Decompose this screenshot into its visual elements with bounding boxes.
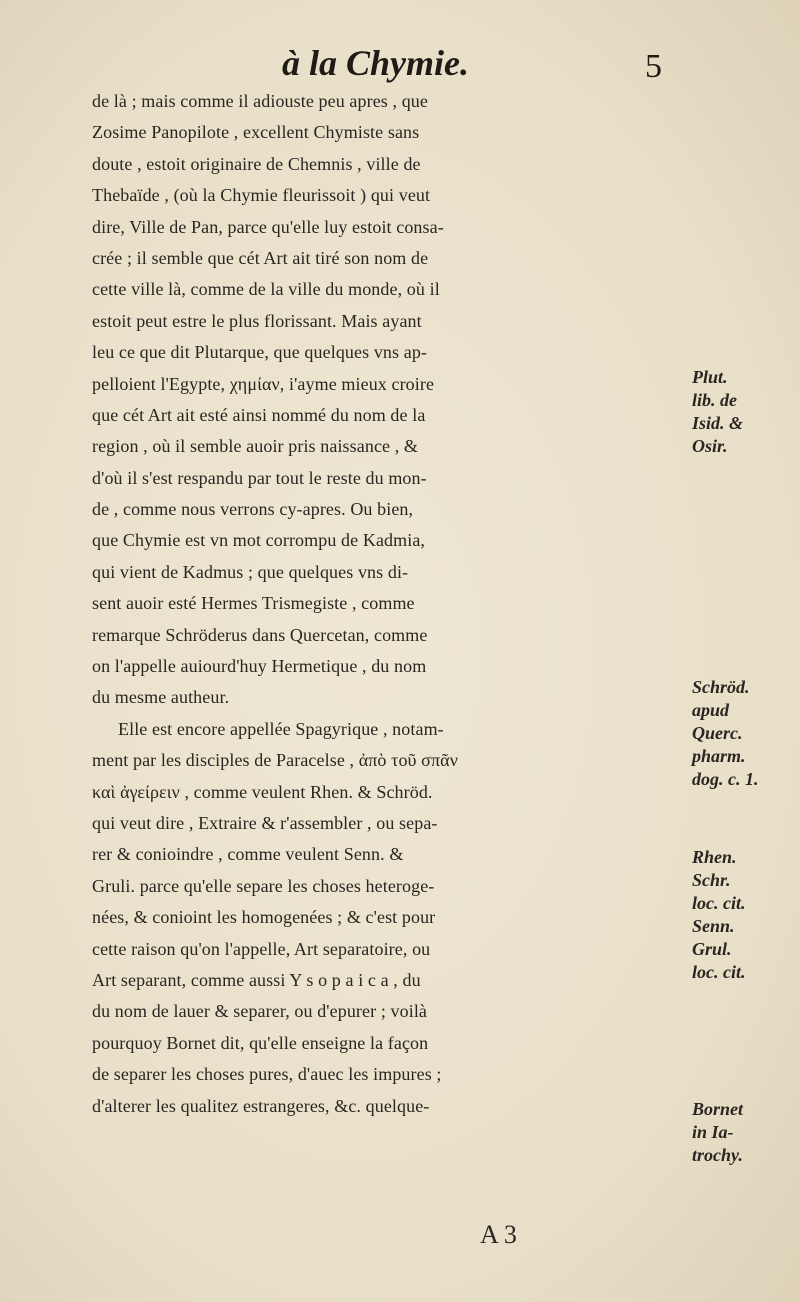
text-line: on l'appelle auiourd'huy Hermetique , du nom xyxy=(92,656,427,677)
text-line: doute , estoit originaire de Chemnis , ville de xyxy=(92,153,421,174)
margin-note-plutarch xyxy=(692,366,743,458)
text-line: d'alterer les qualitez estrangeres, &c. quelque- xyxy=(92,1095,430,1116)
text-line: leu ce que dit Plutarque, que quelques vns ap- xyxy=(92,342,428,363)
margin-note-line: trochy. xyxy=(692,1145,743,1165)
text-line: Art separant, comme aussi Y s o p a i c a , du xyxy=(92,969,421,990)
text-line: de là ; mais comme il adiouste peu apres , que xyxy=(92,91,428,111)
text-line: dire, Ville de Pan, parce qu'elle luy estoit consa- xyxy=(92,216,444,237)
text-line: pourquoy Bornet dit, qu'elle enseigne la façon xyxy=(92,1032,429,1053)
margin-note-schroder xyxy=(692,676,759,791)
text-line: de separer les choses pures, d'auec les impures ; xyxy=(92,1064,442,1085)
text-line: sent auoir esté Hermes Trismegiste , comme xyxy=(92,593,415,614)
margin-note-line: loc. cit. xyxy=(692,962,746,982)
text-line: du mesme autheur. xyxy=(92,687,230,708)
text-line: d'où il s'est respandu par tout le reste du mon- xyxy=(92,467,427,488)
text-line: cette ville là, comme de la ville du monde, où il xyxy=(92,279,440,300)
text-line: ment par les disciples de Paracelse , ἀπὸ τοῦ σπᾶν xyxy=(92,750,458,771)
text-line: remarque Schröderus dans Quercetan, comme xyxy=(92,624,428,645)
text-line: Zosime Panopilote , excellent Chymiste sans xyxy=(92,122,420,143)
margin-note-bornet xyxy=(692,1098,743,1167)
text-line: Elle est encore appellée Spagyrique , notam- xyxy=(118,718,444,739)
margin-note-line: in Ia- xyxy=(692,1122,734,1142)
page-number: 5 xyxy=(645,48,662,85)
text-line: cette raison qu'on l'appelle, Art separatoire, ou xyxy=(92,938,431,959)
margin-note-line: lib. de xyxy=(692,390,737,410)
margin-note-line: Isid. & xyxy=(692,413,744,433)
body-text xyxy=(92,86,692,1122)
margin-note-line: Bornet xyxy=(692,1099,744,1119)
margin-note-line: Schröd. xyxy=(692,677,750,697)
margin-note-line: loc. cit. xyxy=(692,893,746,913)
text-line: καὶ ἀγείρειν , comme veulent Rhen. & Schröd. xyxy=(92,781,433,802)
margin-note-rhen xyxy=(692,846,745,984)
text-line: Thebaïde , (où la Chymie fleurissoit ) qui veut xyxy=(92,185,431,206)
margin-note-line: apud xyxy=(692,700,730,720)
margin-note-line: dog. c. 1. xyxy=(692,769,759,789)
text-line: region , où il semble auoir pris naissance , & xyxy=(92,436,419,457)
margin-note-line: pharm. xyxy=(692,746,746,766)
text-line: rer & conioindre , comme veulent Senn. & xyxy=(92,844,404,865)
text-line: qui vient de Kadmus ; que quelques vns di- xyxy=(92,561,409,582)
text-line: crée ; il semble que cét Art ait tiré son nom de xyxy=(92,247,429,268)
margin-notes xyxy=(692,0,800,1302)
text-line: pelloient l'Egypte, χημίαν, i'ayme mieux croire xyxy=(92,373,435,394)
margin-note-line: Senn. xyxy=(692,916,735,936)
margin-note-line: Plut. xyxy=(692,367,728,387)
margin-note-line: Schr. xyxy=(692,870,731,890)
text-line: que Chymie est vn mot corrompu de Kadmia, xyxy=(92,530,426,551)
text-line: que cét Art ait esté ainsi nommé du nom de la xyxy=(92,404,426,425)
page-header xyxy=(92,42,662,88)
text-line: estoit peut estre le plus florissant. Mais ayant xyxy=(92,310,422,331)
margin-note-line: Querc. xyxy=(692,723,743,743)
text-line: du nom de lauer & separer, ou d'epurer ; voilà xyxy=(92,1001,428,1022)
signature-mark: A 3 xyxy=(480,1220,517,1249)
text-line: de , comme nous verrons cy-apres. Ou bien, xyxy=(92,499,414,520)
running-head: à la Chymie. xyxy=(282,43,469,83)
margin-note-line: Rhen. xyxy=(692,847,737,867)
margin-note-line: Grul. xyxy=(692,939,732,959)
text-line: Gruli. parce qu'elle separe les choses heteroge- xyxy=(92,875,435,896)
text-line: qui veut dire , Extraire & r'assembler , ou sepa- xyxy=(92,812,438,833)
text-line: nées, & conioint les homogenées ; & c'est pour xyxy=(92,907,436,928)
margin-note-line: Osir. xyxy=(692,436,728,456)
